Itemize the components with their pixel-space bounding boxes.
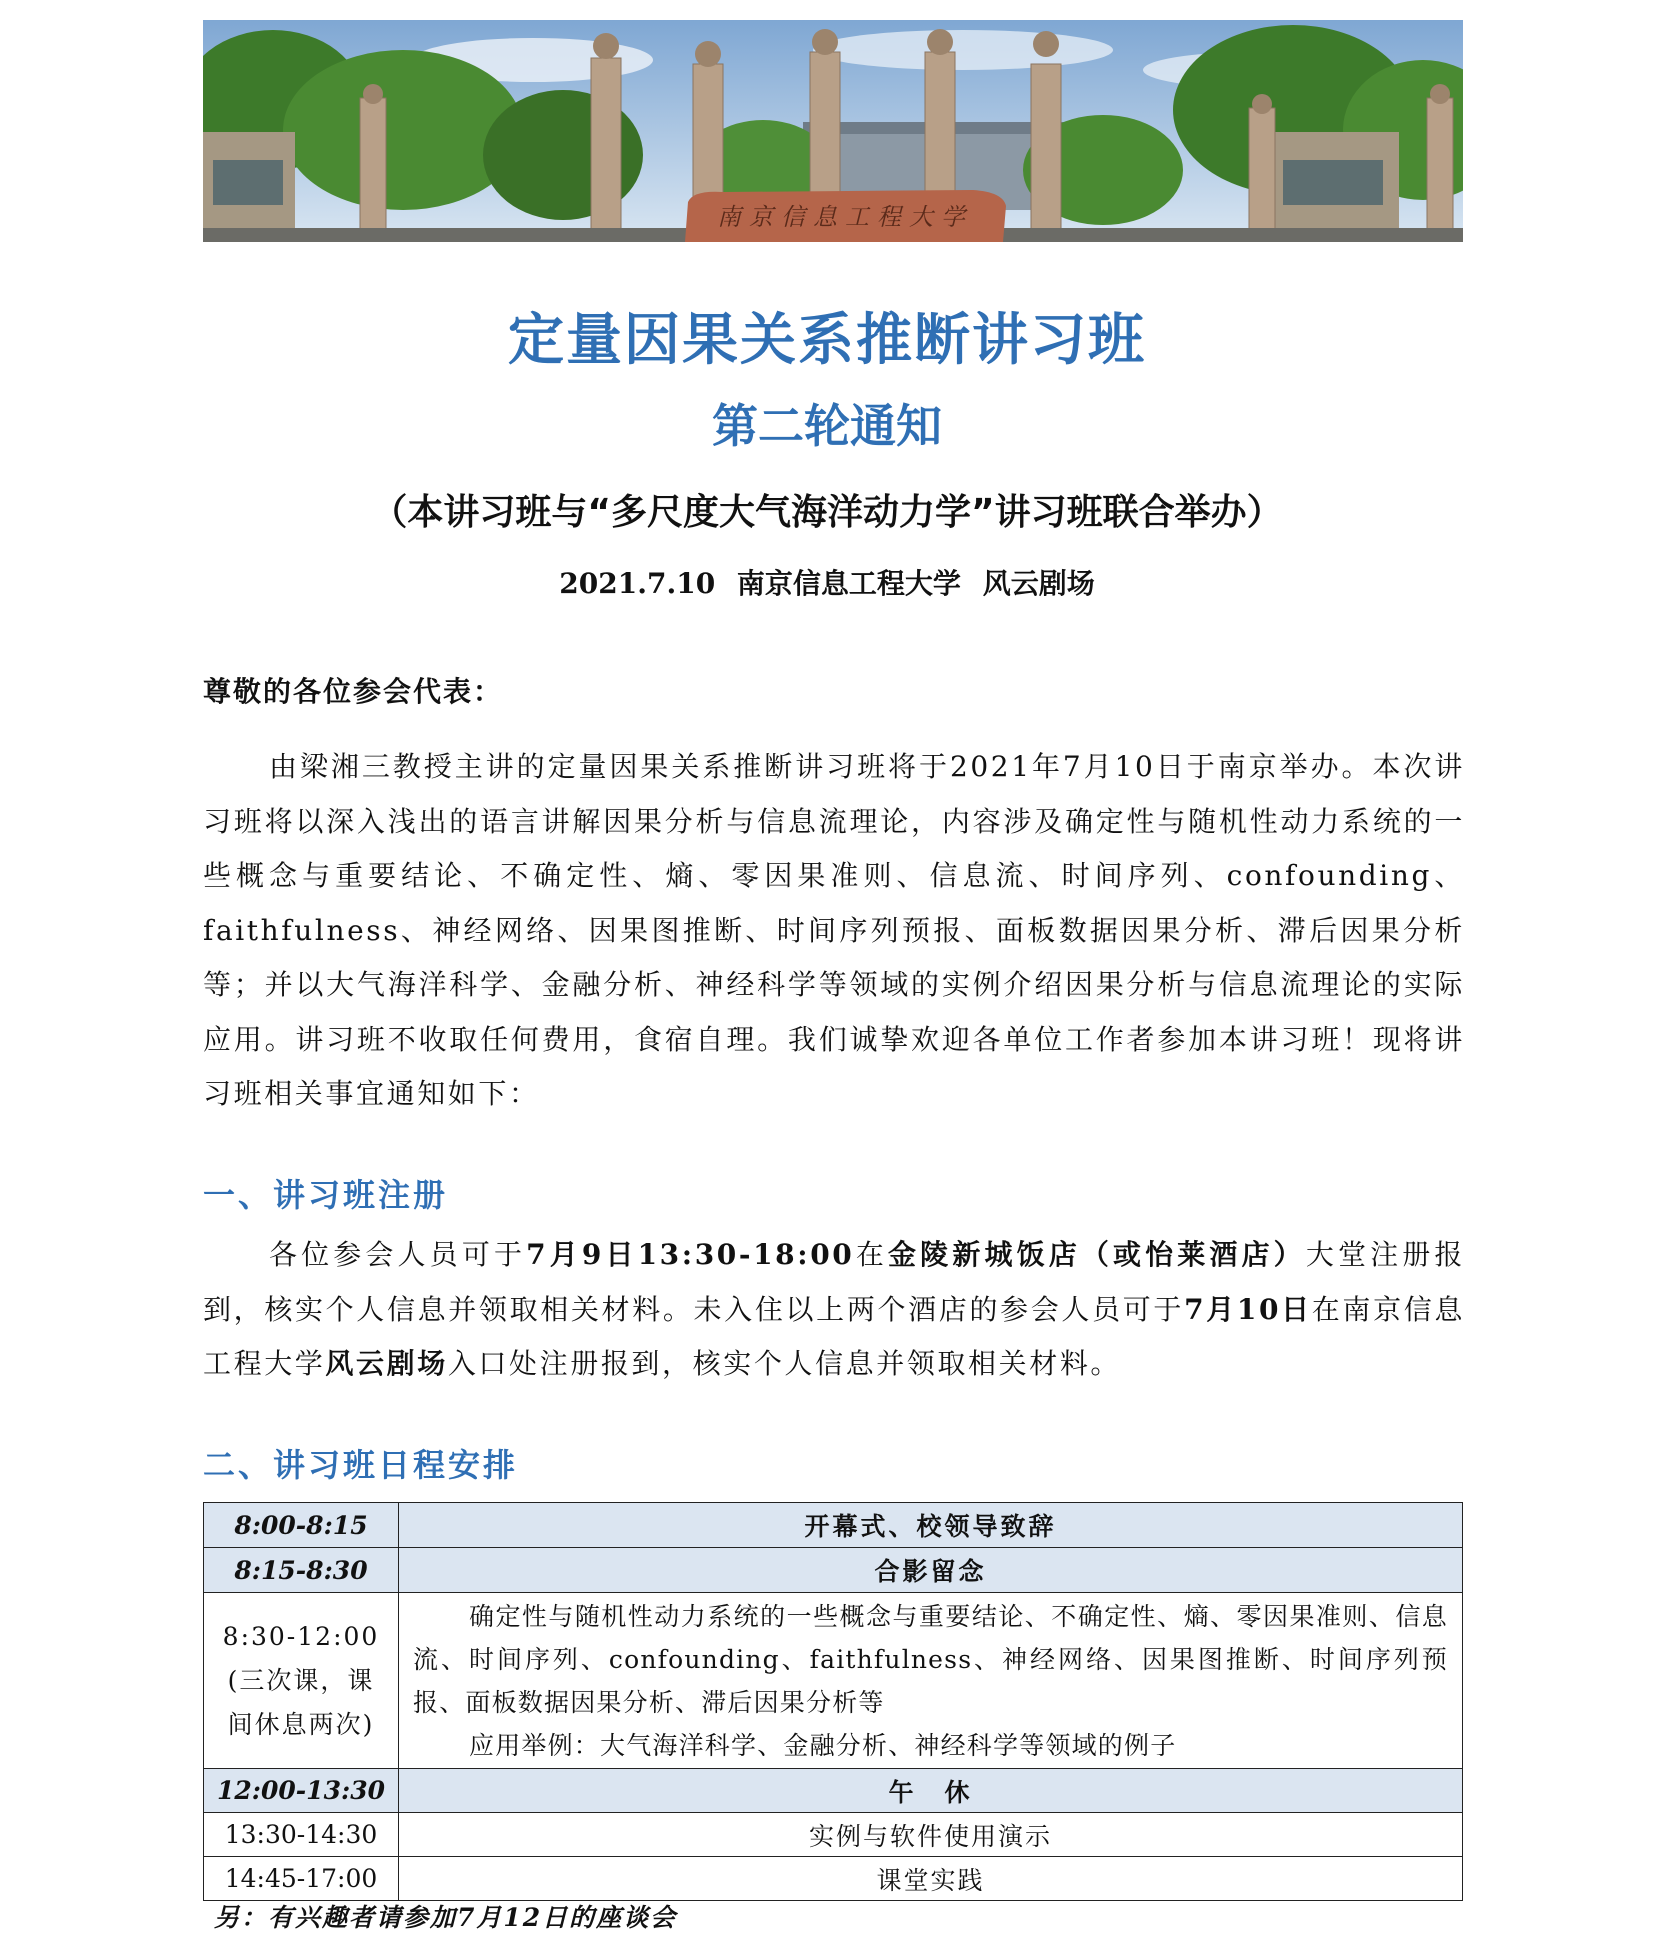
schedule-row-practice (204, 1857, 1463, 1901)
schedule-row-demo (204, 1813, 1463, 1857)
schedule-time: 14:45-17:00 (204, 1857, 399, 1901)
campus-gate-illustration (203, 20, 1463, 242)
schedule-row-opening (204, 1503, 1463, 1548)
schedule-row-lunch (204, 1769, 1463, 1813)
section-heading-schedule: 二、讲习班日程安排 (203, 1446, 519, 1484)
schedule-time: 12:00-13:30 (204, 1769, 399, 1813)
schedule-table (203, 1502, 1463, 1901)
schedule-item: 实例与软件使用演示 (399, 1813, 1463, 1857)
lecture-examples: 应用举例：大气海洋科学、金融分析、神经科学等领域的例子 (469, 1730, 1177, 1760)
reg-hall: 风云剧场 (325, 1347, 448, 1380)
schedule-item: 课堂实践 (399, 1857, 1463, 1901)
reg-hotel: 金陵新城饭店（或怡莱酒店） (888, 1238, 1306, 1271)
joint-organizer-note: （本讲习班与“多尺度大气海洋动力学”讲习班联合举办） (371, 492, 1283, 533)
page-subtitle: 第二轮通知 (712, 399, 942, 453)
reg-date-2: 7月10日 (1184, 1292, 1312, 1326)
schedule-item: 午 休 (399, 1769, 1463, 1813)
page-title: 定量因果关系推断讲习班 (508, 308, 1146, 373)
schedule-time: 8:00-8:15 (204, 1503, 399, 1548)
section-heading-registration: 一、讲习班注册 (203, 1176, 449, 1214)
lecture-description (399, 1593, 1463, 1769)
lecture-time-note-1: (三次课，课 (227, 1665, 375, 1695)
schedule-row-photo (204, 1548, 1463, 1593)
schedule-item: 开幕式、校领导致辞 (399, 1503, 1463, 1548)
lecture-topics: 确定性与随机性动力系统的一些概念与重要结论、不确定性、熵、零因果准则、信息流、时间序列、confounding、faithfulness、神经网络、因果图推断、时间序列预报、面板数据因果分析、滞后因果分析等 (413, 1601, 1448, 1717)
reg-text-1: 各位参会人员可于 (269, 1238, 527, 1271)
reg-text-2: 在 (854, 1238, 889, 1271)
salutation: 尊敬的各位参会代表： (203, 675, 504, 708)
schedule-row-lecture (204, 1593, 1463, 1769)
footnote: 另：有兴趣者请参加7月12日的座谈会 (214, 1903, 678, 1932)
event-date: 2021.7.10 (559, 567, 716, 600)
schedule-time-lecture (204, 1593, 399, 1769)
venue-hall: 风云剧场 (982, 567, 1095, 600)
schedule-item: 合影留念 (399, 1548, 1463, 1593)
schedule-time: 8:15-8:30 (204, 1548, 399, 1593)
lecture-time: 8:30-12:00 (222, 1621, 380, 1651)
venue-university: 南京信息工程大学 (736, 567, 961, 600)
reg-date-1: 7月9日13:30-18:00 (526, 1238, 855, 1271)
intro-paragraph: 由梁湘三教授主讲的定量因果关系推断讲习班将于2021年7月10日于南京举办。本次讲习班将以深入浅出的语言讲解因果分析与信息流理论，内容涉及确定性与随机性动力系统的一些概念与重要结论、不确定性、熵、零因果准则、信息流、时间序列、confounding、faithfulness、神经网络、因果图推断、时间序列预报、面板数据因果分析、滞后因果分析等；并以大气海洋科学、金融分析、神经科学等领域的实例介绍因果分析与信息流理论的实际应用。讲习班不收取任何费用，食宿自理。我们诚挚欢迎各单位工作者参加本讲习班！现将讲习班相关事宜通知如下： (203, 750, 1465, 1110)
reg-text-5: 入口处注册报到，核实个人信息并领取相关材料。 (447, 1347, 1122, 1380)
reg-text-3: 大堂注册报到，核实个人信息并领取相关材料。未入住以上两个酒店的参会人员可于 (203, 1238, 1465, 1326)
reg-text-4: 在南京信息工程大学 (203, 1292, 1465, 1380)
date-venue-line (0, 562, 1654, 602)
schedule-time: 13:30-14:30 (204, 1813, 399, 1857)
lecture-time-note-2: 间休息两次) (227, 1709, 375, 1739)
registration-paragraph (203, 1228, 1465, 1392)
stone-inscription: 南京信息工程大学 (717, 203, 973, 231)
campus-gate-banner (203, 20, 1463, 242)
